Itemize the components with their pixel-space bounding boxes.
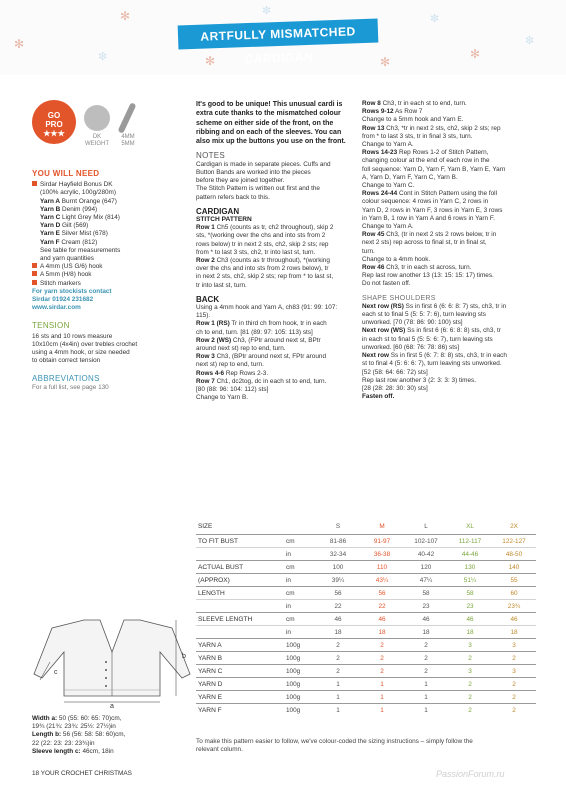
yarn-item: Yarn A Burnt Orange (647) — [40, 197, 117, 205]
tension-heading: TENSION — [32, 321, 70, 331]
text-line: 10x10cm (4x4in) over trebles crochet — [32, 340, 138, 348]
text-line: 16 sts and 10 rows measure — [32, 332, 113, 340]
table-row — [196, 703, 536, 717]
text-line: st to final 4 (5: 6: 6: 7), turn leaving sts unworked. — [362, 360, 502, 368]
table-cell: 2 — [468, 707, 472, 714]
hook-size-label: 4MM 5MM — [121, 134, 135, 147]
row-unit: in — [286, 577, 291, 584]
table-cell: 120 — [420, 564, 432, 571]
page-folio: 18 YOUR CROCHET CHRISTMAS — [32, 770, 132, 777]
pattern-column-right — [362, 100, 534, 401]
table-cell: 55 — [510, 577, 518, 584]
table-cell: 22 — [378, 603, 386, 610]
table-cell: 1 — [380, 694, 384, 701]
table-cell: 130 — [464, 564, 476, 571]
table-cell: 3 — [468, 668, 472, 675]
table-cell: 2 — [424, 668, 428, 675]
text-line: Yarn D, 2 rows in Yarn F, 3 rows in Yarn E, 3 rows — [362, 206, 503, 214]
row-unit: in — [286, 629, 291, 636]
row-unit: 100g — [286, 694, 301, 701]
yarn-brand: Sirdar Hayfield Bonus DK — [32, 181, 182, 189]
stockists-text: For yarn stockists contact — [32, 287, 112, 295]
row-unit: 100g — [286, 681, 301, 688]
text-line: Change to Yarn B. — [196, 394, 248, 402]
table-cell: 56 — [378, 590, 386, 597]
row-label: (APPROX) — [198, 577, 230, 584]
tension-text — [32, 333, 182, 366]
page-title: ARTFULLY MISMATCHED CARDIGAN — [178, 19, 379, 50]
table-cell: XL — [466, 523, 474, 530]
yarn-item: Yarn C Light Grey Mix (814) — [40, 214, 120, 222]
row-unit: in — [286, 603, 291, 610]
table-cell: 46 — [378, 616, 386, 623]
text-line: turn. — [362, 247, 375, 255]
yarn-item: Yarn D Gilt (569) — [40, 222, 89, 230]
text-line: [80 (88: 96: 104: 112) sts] — [196, 385, 269, 393]
table-cell: 2 — [424, 655, 428, 662]
dimension-c-label: c — [54, 669, 58, 676]
abbreviations-text: For a full list, see page 130 — [32, 383, 109, 391]
table-cell: 3 — [512, 642, 516, 649]
row-unit: cm — [286, 564, 295, 571]
back-instructions — [196, 304, 356, 402]
text-line: Next row (RS) Ss in first 6 (6: 6: 8: 7) sts, ch3, tr in — [362, 302, 507, 310]
text-line: rows below) tr in next 2 sts, ch2, skip 2 sts; rep — [196, 240, 329, 248]
text-line: relevant column. — [196, 746, 243, 754]
text-line: Rep last row another 3 (2: 3: 3: 3) times. — [362, 376, 477, 384]
text-line: Button Bands are worked into the pieces — [196, 168, 311, 176]
table-cell: 32-34 — [329, 551, 347, 558]
text-line: Rows 9-12 As Row 7 — [362, 108, 423, 116]
table-row — [196, 651, 536, 665]
text-line: tr into last st, turn. — [196, 281, 247, 289]
row-label: YARN F — [198, 707, 222, 714]
row-label: LENGTH — [198, 590, 225, 597]
text-line: changing colour at the end of each row in the — [362, 157, 490, 165]
text-line: Row 7 Ch1, dc2tog, dc in each st to end, turn. — [196, 377, 327, 385]
row-unit: 100g — [286, 707, 301, 714]
snowflake-icon: ✼ — [262, 5, 272, 17]
table-cell: 1 — [336, 694, 340, 701]
table-cell: 3 — [468, 642, 472, 649]
table-row — [196, 664, 536, 678]
table-cell: 18 — [378, 629, 386, 636]
yarn-item: Yarn B Denim (994) — [40, 205, 98, 213]
table-cell: 2 — [468, 655, 472, 662]
table-cell: 1 — [336, 707, 340, 714]
skill-level-badge: GO PRO ★★★ — [32, 100, 76, 144]
notes-heading: NOTES — [196, 151, 226, 161]
table-cell: 2 — [512, 681, 516, 688]
table-cell: 2 — [380, 642, 384, 649]
table-row — [196, 573, 536, 587]
yarn-item: Yarn E Silver Mist (678) — [40, 230, 108, 238]
shape-shoulders-heading: SHAPE SHOULDERS — [362, 294, 436, 302]
notes-text — [196, 161, 356, 202]
list-item: Stitch markers — [32, 280, 182, 288]
back-instructions-cont — [362, 100, 534, 289]
table-row — [196, 547, 536, 561]
text-line: from * to last 3 sts, ch2, tr into last st, turn. — [196, 248, 316, 256]
stitch-row-1 — [196, 224, 356, 257]
text-line: in next 2 sts, ch2, skip 2 sts; rep from * to last st, — [196, 273, 334, 281]
text-line: Fasten off. — [362, 393, 395, 401]
text-line: Change to Yarn C. — [362, 182, 415, 190]
text-line: ribbing and on each of the sleeves. You can — [196, 128, 342, 136]
text-line: Rows 4-6 Rep Rows 2-3. — [196, 369, 269, 377]
text-line: Width a: 50 (55: 60: 65: 70)cm, — [32, 715, 122, 722]
text-line: extra cute thanks to the mismatched colour — [196, 110, 341, 118]
table-cell: 110 — [376, 564, 388, 571]
table-cell: 2 — [512, 707, 516, 714]
star-icon: ★★★ — [43, 129, 65, 138]
table-cell: 18 — [466, 629, 474, 636]
text-line: Change to Yarn A. — [362, 223, 414, 231]
stockists-phone: Sirdar 01924 231682 — [32, 296, 94, 304]
row-label: YARN B — [198, 655, 223, 662]
cardigan-heading: CARDIGAN — [196, 206, 240, 216]
table-cell: 100 — [332, 564, 344, 571]
text-line: Do not fasten off. — [362, 280, 411, 288]
back-heading: BACK — [196, 294, 220, 304]
table-row — [196, 534, 536, 548]
table-row — [196, 612, 536, 626]
table-row — [196, 638, 536, 652]
text-line: sts, *(working over the chs and into sts from 2 — [196, 232, 326, 240]
text-line: ch to end, turn. [81 (89: 97: 105: 113) sts] — [196, 328, 313, 336]
row-label: TO FIT BUST — [198, 538, 239, 545]
table-cell: 23¾ — [507, 603, 521, 610]
dimension-a-label: a — [110, 703, 114, 708]
table-row — [196, 560, 536, 574]
row-unit: cm — [286, 616, 295, 623]
table-cell: 1 — [424, 707, 428, 714]
text-line: Row 8 Ch3, tr in each st to end, turn. — [362, 100, 467, 107]
table-footnote — [196, 738, 516, 754]
table-cell: M — [379, 523, 385, 530]
text-line: 19¾ (21¾: 23¾: 25½: 27½)in — [32, 723, 116, 731]
snowflake-icon: ✻ — [120, 9, 131, 23]
stockists-website[interactable]: www.sirdar.com — [32, 304, 81, 312]
text-line: It's good to be unique! This unusual cardi is — [196, 101, 343, 108]
table-cell: 91-97 — [373, 538, 391, 545]
table-cell: 102-107 — [414, 538, 438, 545]
text-line: Rows 24-44 Cont in Stitch Pattern using the foll — [362, 190, 497, 198]
text-line: 115). — [196, 312, 211, 320]
table-cell: 47¼ — [419, 577, 433, 584]
table-cell: 81-86 — [329, 538, 347, 545]
table-cell: 112-117 — [458, 538, 482, 545]
text-line: A, Yarn D, Yarn F, Yarn C, Yarn B. — [362, 173, 458, 181]
row-label: ACTUAL BUST — [198, 564, 244, 571]
text-line: around next st) rep to end, turn. — [196, 344, 286, 352]
text-line: next 2 sts) rep across to final st, tr in final st, — [362, 239, 487, 247]
crochet-hook-icon — [118, 102, 137, 134]
table-cell: 2 — [512, 655, 516, 662]
text-line: unworked. [70 (78: 86: 90: 100) sts] — [362, 319, 463, 327]
table-cell: 2 — [468, 694, 472, 701]
snowflake-icon: ✼ — [430, 13, 440, 25]
text-line: over the chs and into sts from 2 rows below), tr — [196, 265, 329, 273]
pattern-column-middle — [196, 100, 356, 402]
text-line: To make this pattern easier to follow, we've colour-coded the sizing instructions – simply follow the — [196, 738, 473, 745]
row-label: YARN E — [198, 694, 223, 701]
table-cell: 2X — [510, 523, 518, 530]
text-line: The Stitch Pattern is written out first and the — [196, 185, 320, 193]
text-line: Next row (WS) Ss in first 6 (6: 6: 8: 8) sts, ch3, tr — [362, 327, 501, 335]
row-label: SLEEVE LENGTH — [198, 616, 253, 623]
table-cell: 58 — [422, 590, 430, 597]
table-cell: 2 — [512, 694, 516, 701]
dimension-b-label: b — [182, 653, 186, 660]
text-line: Row 2 (WS) Ch3, (FPtr around next st, BPtr — [196, 336, 321, 344]
intro-text — [196, 100, 356, 146]
table-cell: 48-50 — [505, 551, 523, 558]
table-cell: 1 — [336, 681, 340, 688]
measurements-text — [32, 715, 182, 756]
snowflake-icon: ✻ — [205, 54, 216, 68]
text-line: from * to last 3 sts, tr in final 3 sts, turn. — [362, 132, 473, 140]
shape-shoulders-text — [362, 303, 534, 401]
row-label: YARN C — [198, 668, 223, 675]
snowflake-icon: ✻ — [14, 37, 25, 51]
table-row — [196, 599, 536, 613]
table-cell: SIZE — [198, 523, 213, 530]
table-cell: 22 — [334, 603, 342, 610]
row-label: YARN D — [198, 681, 223, 688]
you-will-need-heading: YOU WILL NEED — [32, 169, 100, 178]
snowflake-icon: ✻ — [470, 47, 481, 61]
row-unit: cm — [286, 590, 295, 597]
text-line: Row 3 Ch3, (BPtr around next st, FPtr around — [196, 353, 327, 361]
text-line: foll sequence: Yarn D, Yarn F, Yarn B, Yarn E, Yarn — [362, 165, 506, 173]
row-unit: 100g — [286, 655, 301, 662]
table-cell: 46 — [510, 616, 518, 623]
table-cell: 3 — [512, 668, 516, 675]
row-unit: 100g — [286, 642, 301, 649]
table-cell: 44-46 — [461, 551, 479, 558]
text-line: Rows 14-23 Rep Rows 1-2 of Stitch Pattern, — [362, 149, 489, 157]
row-label: YARN A — [198, 642, 222, 649]
abbreviations-heading: ABBREVIATIONS — [32, 374, 100, 384]
yarn-list — [32, 198, 182, 247]
table-cell: 18 — [334, 629, 342, 636]
table-cell: 23 — [422, 603, 430, 610]
list-item: A 4mm (US G/6) hook — [32, 263, 182, 271]
table-row — [196, 625, 536, 639]
table-cell: S — [335, 523, 341, 530]
text-line: each st to final 5 (5: 5: 7: 6), turn leaving sts — [362, 311, 486, 319]
text-line: using a 4mm hook, or size needed — [32, 349, 130, 357]
watermark: PassionForum.ru — [436, 769, 505, 779]
stitch-pattern-heading: STITCH PATTERN — [196, 215, 252, 223]
text-line: Using a 4mm hook and Yarn A, ch83 (91: 99: 107: — [196, 303, 338, 311]
cardigan-schematic — [32, 612, 192, 708]
text-line: Next row Ss in first 5 (6: 7: 8: 8) sts, ch3, tr in each — [362, 352, 507, 360]
table-cell: 1 — [380, 681, 384, 688]
text-line: scheme on either side of the front, on the — [196, 119, 334, 127]
header-banner — [0, 0, 566, 75]
text-line: to obtain correct tension — [32, 357, 101, 365]
snowflake-icon: ✼ — [525, 35, 535, 47]
yarn-item: Yarn F Cream (812) — [40, 238, 98, 246]
table-cell: 2 — [336, 655, 340, 662]
table-cell: 56 — [334, 590, 342, 597]
text-line: Rep last row another 13 (13: 15: 15: 17) times. — [362, 272, 494, 280]
text-line: next st) rep to end, turn. — [196, 361, 264, 369]
table-cell: 46 — [422, 616, 430, 623]
table-cell: L — [424, 523, 428, 530]
text-line: Row 1 (RS) Tr in third ch from hook, tr in each — [196, 320, 327, 328]
text-line: Sleeve length c: 46cm, 18in — [32, 747, 114, 755]
table-cell: 46 — [466, 616, 474, 623]
text-line: Row 46 Ch3, tr in each st across, turn. — [362, 264, 472, 272]
table-header-row — [196, 520, 536, 533]
table-cell: 1 — [424, 694, 428, 701]
table-cell: 2 — [336, 668, 340, 675]
row-unit: cm — [286, 538, 295, 545]
yarn-ball-icon — [84, 105, 110, 131]
table-cell: 122-127 — [502, 538, 526, 545]
table-row — [196, 690, 536, 704]
text-line: in Yarn B, 1 row in Yarn A and 6 rows in Yarn F. — [362, 214, 495, 222]
text-line: Change to Yarn A. — [362, 141, 414, 149]
table-cell: 40-42 — [417, 551, 435, 558]
stitch-row-2 — [196, 257, 356, 290]
table-cell: 1 — [424, 681, 428, 688]
text-line: Change to a 5mm hook and Yarn E. — [362, 116, 464, 124]
materials-column: YOU WILL NEED Sirdar Hayfield Bonus DK (100% acrylic, 100g/280m) Yarn A Burnt Orange (647) Yarn B Denim (994) Yarn C Light Grey Mix (814) Yarn D Gilt (569) Yarn E Silver Mist (678) Yarn F Cream (812) See table for measurements and yarn quantities A 4mm (US G/6) hook A 5mm (H/8) hook Stitch markers For yarn stockists contact Sirdar 01924 231682 www.sirdar.com TENSION 16 sts and 10 rows measure 10x10cm (4x4in) over trebles crochet using a 4mm hook, or size needed to obtain correct tension ABBREVIATIONS For a full list, see page 130 — [32, 170, 182, 392]
table-cell: 18 — [422, 629, 430, 636]
table-cell: 2 — [336, 642, 340, 649]
table-cell: 39¼ — [331, 577, 345, 584]
text-line: before they are joined together. — [196, 177, 285, 185]
table-cell: 51¼ — [463, 577, 477, 584]
text-line: also mix up the buttons you use on the front. — [196, 138, 346, 146]
text-line: Row 1 Ch5 (counts as tr, ch2 throughout), skip 2 — [196, 224, 334, 232]
yarn-weight-label: DK WEIGHT — [85, 134, 109, 147]
snowflake-icon: ✻ — [380, 55, 391, 69]
text-line: [52 (58: 64: 66: 72) sts] — [362, 368, 428, 376]
row-unit: 100g — [286, 668, 301, 675]
table-cell: 2 — [380, 655, 384, 662]
table-cell: 60 — [510, 590, 518, 597]
table-cell: 23 — [466, 603, 474, 610]
table-cell: 2 — [380, 668, 384, 675]
text-line: Cardigan is made in separate pieces. Cuffs and — [196, 160, 331, 168]
table-cell: 2 — [424, 642, 428, 649]
text-line: 22 (22: 23: 23: 23¾)in — [32, 739, 95, 747]
text-line: [28 (28: 28: 30: 30) sts] — [362, 384, 428, 392]
text-line: in each st to final 5 (5: 5: 6: 7), turn leaving sts — [362, 335, 493, 343]
table-cell: 46 — [334, 616, 342, 623]
row-unit: in — [286, 551, 291, 558]
list-item: A 5mm (H/8) hook — [32, 271, 182, 279]
table-cell: 43¼ — [375, 577, 389, 584]
text-line: Change to a 4mm hook. — [362, 255, 431, 263]
table-cell: 1 — [380, 707, 384, 714]
table-cell: 2 — [468, 681, 472, 688]
text-line: Row 13 Ch3, *tr in next 2 sts, ch2, skip 2 sts; rep — [362, 124, 501, 132]
table-row — [196, 586, 536, 600]
table-cell: 18 — [510, 629, 518, 636]
table-cell: 58 — [466, 590, 474, 597]
text-line: unworked. [60 (68: 76: 78: 86) sts] — [362, 343, 459, 351]
text-line: Length b: 56 (56: 58: 58: 60)cm, — [32, 731, 126, 739]
text-line: Row 45 Ch3, (tr in next 2 sts 2 rows below, tr in — [362, 231, 497, 239]
table-cell: 140 — [508, 564, 520, 571]
table-cell: 36-38 — [373, 551, 391, 558]
snowflake-icon: ✼ — [98, 51, 108, 63]
table-row — [196, 677, 536, 691]
text-line: Row 2 Ch3 (counts as tr throughout), *(working — [196, 256, 330, 264]
text-line: pattern refers back to this. — [196, 193, 270, 201]
text-line: colour sequence: 4 rows in Yarn C, 2 rows in — [362, 198, 489, 206]
